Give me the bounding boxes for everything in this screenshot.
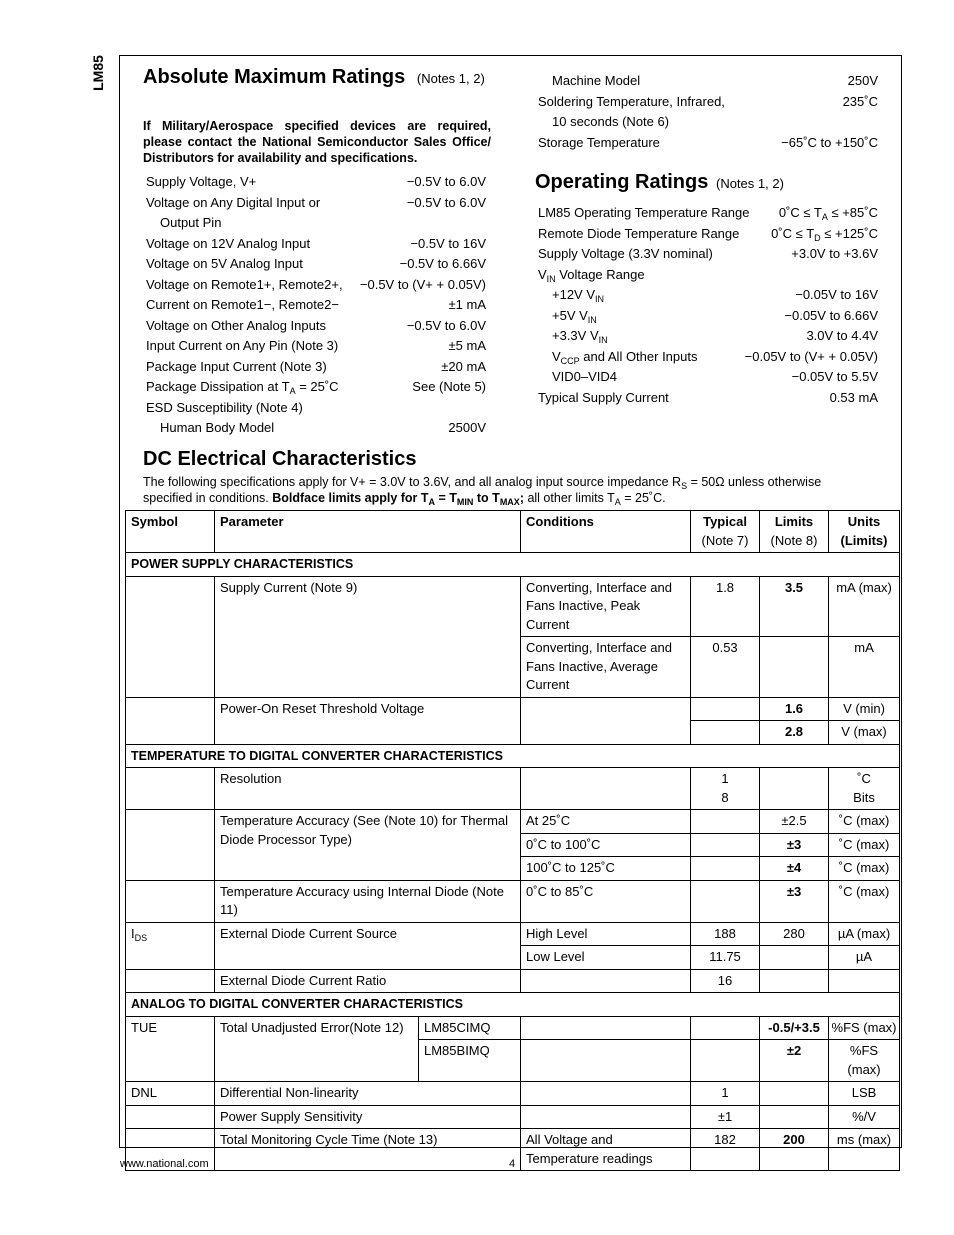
table-row: LM85BIMQ ±2 %FS (max) bbox=[126, 1040, 900, 1082]
abs-max-title: Absolute Maximum Ratings bbox=[143, 66, 406, 88]
section-row: TEMPERATURE TO DIGITAL CONVERTER CHARACTERISTICS bbox=[126, 744, 900, 768]
section-row: POWER SUPPLY CHARACTERISTICS bbox=[126, 553, 900, 577]
table-row: TUE Total Unadjusted Error(Note 12) LM85CIMQ -0.5/+3.5 %FS (max) bbox=[126, 1016, 900, 1040]
list-item: Voltage on 5V Analog Input −0.5V to 6.66V bbox=[146, 256, 486, 271]
list-item: 10 seconds (Note 6) bbox=[552, 114, 670, 129]
list-item: Storage Temperature −65˚C to +150˚C bbox=[538, 134, 878, 150]
list-item: Input Current on Any Pin (Note 3) ±5 mA bbox=[146, 338, 486, 353]
table-row: 2.8 V (max) bbox=[126, 721, 900, 745]
list-item: Machine Model 250V bbox=[552, 73, 878, 88]
list-item: +12V $V_{IN}$ −0.05V to 16V bbox=[552, 287, 878, 304]
table-row: 0˚C to 100˚C ±3 ˚C (max) bbox=[126, 833, 900, 857]
page-number: 4 bbox=[509, 1158, 516, 1170]
op-ratings-notes: (Notes 1, 2) bbox=[715, 176, 784, 191]
list-item: +5V $V_{IN}$ −0.05V to 6.66V bbox=[552, 307, 878, 325]
table-row: Temperature Accuracy using Internal Diode (Note 11) 0˚C to 85˚C ±3 ˚C (max) bbox=[126, 880, 900, 922]
list-item: VID0–VID4 −0.05V to 5.5V bbox=[552, 369, 878, 384]
list-item: Human Body Model 2500V bbox=[160, 420, 486, 435]
dc-heading bbox=[143, 448, 416, 471]
dc-intro: The following specifications apply for V+ = 3.0V to 3.6V, and all analog input source impedance $R_S = 50\Omega$ unless otherwise specified in conditions. Boldface limits apply for $T_A = T_{MIN}$ to $T_{MAX}$; all other limits $T_A$ = 25˚C. bbox=[143, 475, 822, 507]
list-item: $V_{CCP}$ and All Other Inputs −0.05V to (V+ + 0.05V) bbox=[552, 348, 878, 366]
op-ratings-title: Operating Ratings bbox=[535, 171, 709, 193]
list-item: Supply Voltage (3.3V nominal) +3.0V to +3.6V bbox=[538, 246, 878, 261]
table-row: Converting, Interface and Fans Inactive, Average Current 0.53 mA bbox=[126, 637, 900, 698]
list-item: Supply Voltage, V+ −0.5V to 6.0V bbox=[146, 174, 486, 189]
table-row: External Diode Current Ratio 16 bbox=[126, 969, 900, 993]
list-item: Voltage on Any Digital Input or −0.5V to 6.0V bbox=[146, 194, 486, 210]
table-row: Low Level 11.75 µA bbox=[126, 946, 900, 970]
table-row: Power Supply Sensitivity ±1 %/V bbox=[126, 1105, 900, 1129]
abs-max-heading bbox=[143, 66, 493, 89]
list-item: $V_{IN}$ Voltage Range bbox=[538, 266, 645, 284]
list-item: Voltage on Other Analog Inputs −0.5V to 6.0V bbox=[146, 317, 486, 333]
list-item: Voltage on Remote1+, Remote2+, −0.5V to (V+ + 0.05V) bbox=[146, 276, 486, 292]
list-item: +3.3V $V_{IN}$ 3.0V to 4.4V bbox=[552, 328, 878, 345]
table-row: Total Monitoring Cycle Time (Note 13) All Voltage and Temperature readings 182 200 ms (max) bbox=[126, 1129, 900, 1171]
table-row: 100˚C to 125˚C ±4 ˚C (max) bbox=[126, 857, 900, 881]
abs-max-list-continued bbox=[538, 71, 878, 153]
abs-max-warning: If Military/Aerospace specified devices are required, please contact the National Semiconductor Sales Office/ Distributors for availability and specifications. bbox=[143, 119, 491, 165]
list-item: Voltage on 12V Analog Input −0.5V to 16V bbox=[146, 235, 486, 251]
list-item: Package Input Current (Note 3) ±20 mA bbox=[146, 358, 486, 374]
list-item: ESD Susceptibility (Note 4) bbox=[146, 399, 303, 415]
list-item: Output Pin bbox=[160, 215, 222, 230]
list-item: Soldering Temperature, Infrared, 235˚C bbox=[538, 93, 878, 109]
side-tag: LM85 bbox=[89, 55, 106, 91]
list-item: Current on Remote1−, Remote2− ±1 mA bbox=[146, 297, 486, 312]
dc-table bbox=[125, 510, 900, 1171]
dc-title: DC Electrical Characteristics bbox=[143, 448, 417, 470]
abs-max-notes: (Notes 1, 2) bbox=[416, 71, 485, 86]
table-header: Symbol Parameter Conditions Typical (Note 7) Limits (Note 8) Units (Limits) bbox=[126, 511, 900, 553]
list-item: LM85 Operating Temperature Range 0˚C ≤ $T_A$ ≤ +85˚C bbox=[538, 205, 878, 222]
table-row: $I_{DS}$ External Diode Current Source High Level 188 280 µA (max) bbox=[126, 922, 900, 946]
op-ratings-list bbox=[538, 203, 878, 408]
table-row: Temperature Accuracy (See (Note 10) for Thermal Diode Processor Type) At 25˚C ±2.5 ˚C (max) bbox=[126, 810, 900, 834]
list-item: Package Dissipation at $T_A$ = 25˚C See (Note 5) bbox=[146, 379, 486, 396]
abs-max-list bbox=[146, 172, 486, 439]
table-row: Resolution 1 8 ˚C Bits bbox=[126, 768, 900, 810]
table-row: Power-On Reset Threshold Voltage 1.6 V (min) bbox=[126, 697, 900, 721]
table-row: DNL Differential Non-linearity 1 LSB bbox=[126, 1082, 900, 1106]
list-item: Typical Supply Current 0.53 mA bbox=[538, 389, 878, 405]
table-row: Supply Current (Note 9) Converting, Interface and Fans Inactive, Peak Current 1.8 3.5 mA (max) bbox=[126, 576, 900, 637]
op-ratings-heading bbox=[535, 171, 784, 194]
footer-url[interactable]: www.national.com bbox=[120, 1158, 209, 1170]
section-row: ANALOG TO DIGITAL CONVERTER CHARACTERISTICS bbox=[126, 993, 900, 1017]
list-item: Remote Diode Temperature Range 0˚C ≤ $T_D$ ≤ +125˚C bbox=[538, 225, 878, 243]
